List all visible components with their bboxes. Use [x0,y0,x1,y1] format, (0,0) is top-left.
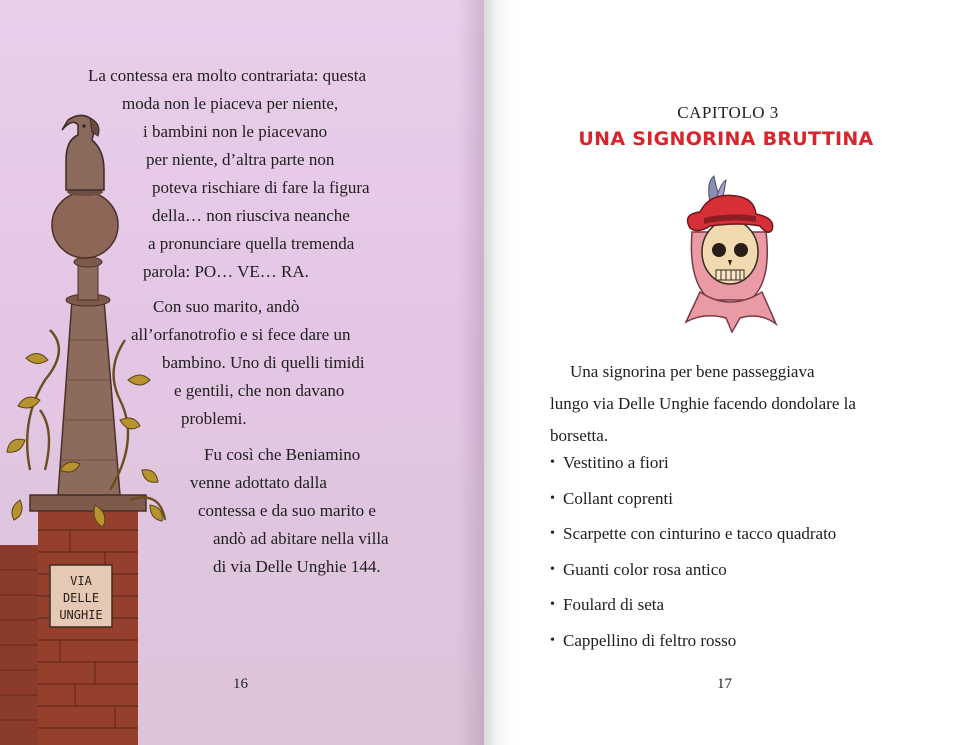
list-item: • Vestitino a fiori [550,448,836,484]
sign-line-3: UNGHIE [59,608,103,622]
text-line: a pronunciare quella tremenda [148,234,355,253]
skull-lady-icon [680,172,780,337]
text-line: della… non riusciva neanche [152,206,350,225]
text-line: parola: PO… VE… RA. [143,262,309,281]
text-line: contessa e da suo marito e [198,501,376,520]
text-line: La contessa era molto contrariata: questa [88,66,367,85]
page-number-right: 17 [717,676,732,692]
list-item: • Cappellino di feltro rosso [550,626,836,662]
text-line: all’orfanotrofio e si fece dare un [131,325,351,344]
list-item: • Scarpette con cinturino e tacco quadrato [550,519,836,555]
list-item: • Collant coprenti [550,484,836,520]
text-line: di via Delle Unghie 144. [213,557,381,576]
dog-statue [62,115,104,190]
paragraph-line: borsetta. [550,426,609,445]
text-line: Fu così che Beniamino [204,445,361,464]
paragraph-line: lungo via Delle Unghie facendo dondolare la [550,394,856,413]
sign-line-2: DELLE [62,591,100,605]
outfit-list [550,448,836,662]
text-line: moda non le piaceva per niente, [122,94,339,113]
list-item: • Guanti color rosa antico [550,555,836,591]
text-line: venne adottato dalla [190,473,327,492]
text-line: per niente, d’altra parte non [146,150,335,169]
chapter-label-text: CAPITOLO 3 [677,103,779,122]
text-line: poteva rischiare di fare la figura [152,178,370,197]
text-line: problemi. [181,409,247,428]
text-line: i bambini non le piacevano [143,122,328,141]
text-line: Con suo marito, andò [153,297,300,316]
paragraph-line: Una signorina per bene passeggiava [570,362,815,381]
text-line: e gentili, che non davano [174,381,345,400]
chapter-label [484,103,968,123]
text-line: bambino. Uno di quelli timidi [162,353,365,372]
intro-paragraph [550,356,910,452]
page-number-left: 16 [233,676,248,692]
list-item: • Foulard di seta [550,590,836,626]
sign-line-1: VIA [70,574,92,588]
stone-ball [52,192,118,258]
chapter-title: UNA SIGNORINA BRUTTINA [578,128,874,150]
text-line: andò ad abitare nella villa [213,529,389,548]
